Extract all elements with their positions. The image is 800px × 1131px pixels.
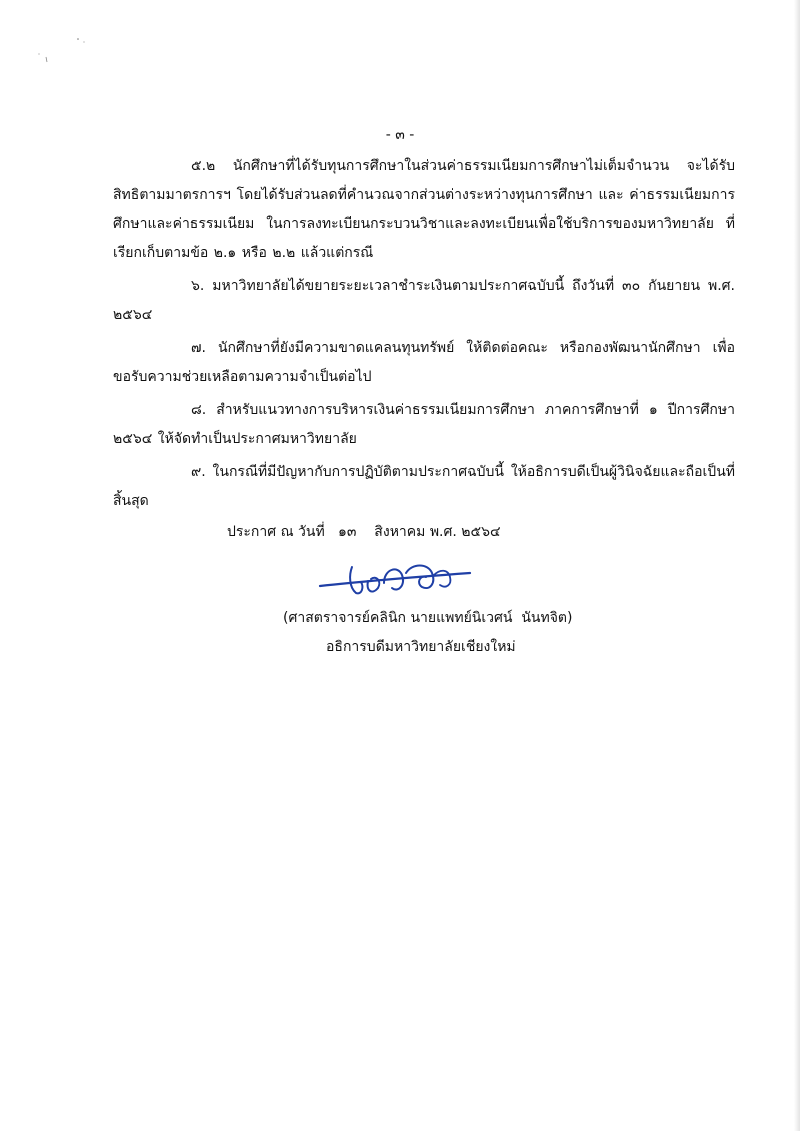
signatory-title: อธิการบดีมหาวิทยาลัยเชียงใหม่ xyxy=(326,639,516,655)
paragraph-6: ๖. มหาวิทยาลัยได้ขยายระยะเวลาชำระเงินตามประกาศฉบับนี้ ถึงวันที่ ๓๐ กันยายน พ.ศ. ๒๕๖๔ xyxy=(113,278,735,323)
page-number: - ๓ - xyxy=(385,127,415,143)
paragraph-8: ๘. สำหรับแนวทางการบริหารเงินค่าธรรมเนียมการศึกษา ภาคการศึกษาที่ ๑ ปีการศึกษา ๒๕๖๔ ให้จัดทำเป็นประกาศมหาวิทยาลัย xyxy=(113,402,735,447)
signatory-name: (ศาสตราจารย์คลินิก นายแพทย์นิเวศน์ นันทจิต) xyxy=(283,610,573,626)
paragraph-5-2: ๕.๒ นักศึกษาที่ได้รับทุนการศึกษาในส่วนค่าธรรมเนียมการศึกษาไม่เต็มจำนวน จะได้รับสิทธิตามมาตรการฯ โดยได้รับส่วนลดที่คำนวณจากส่วนต่างระหว่างทุนการศึกษา และ ค่าธรรมเนียมการศึกษาและค่าธรรมเนียม ในการลงทะเบียนกระบวนวิชาและลงทะเบียนเพื่อใช้บริการของมหาวิทยาลัย ที่เรียกเก็บตามข้อ ๒.๑ หรือ ๒.๒ แล้วแต่กรณี xyxy=(113,158,735,261)
paragraph-7: ๗. นักศึกษาที่ยังมีความขาดแคลนทุนทรัพย์ ให้ติดต่อคณะ หรือกองพัฒนานักศึกษา เพื่อขอรับความช่วยเหลือตามความจำเป็นต่อไป xyxy=(113,340,735,385)
scan-edge-shadow xyxy=(794,0,800,1131)
paragraph-9: ๙. ในกรณีที่มีปัญหากับการปฏิบัติตามประกาศฉบับนี้ ให้อธิการบดีเป็นผู้วินิจฉัยและถือเป็นที่สิ้นสุด xyxy=(113,464,735,509)
announcement-date: ประกาศ ณ วันที่ ๑๓ สิงหาคม พ.ศ. ๒๕๖๔ xyxy=(227,524,501,540)
scan-specks xyxy=(30,30,110,80)
handwritten-signature xyxy=(316,555,476,605)
document-body xyxy=(113,152,735,520)
